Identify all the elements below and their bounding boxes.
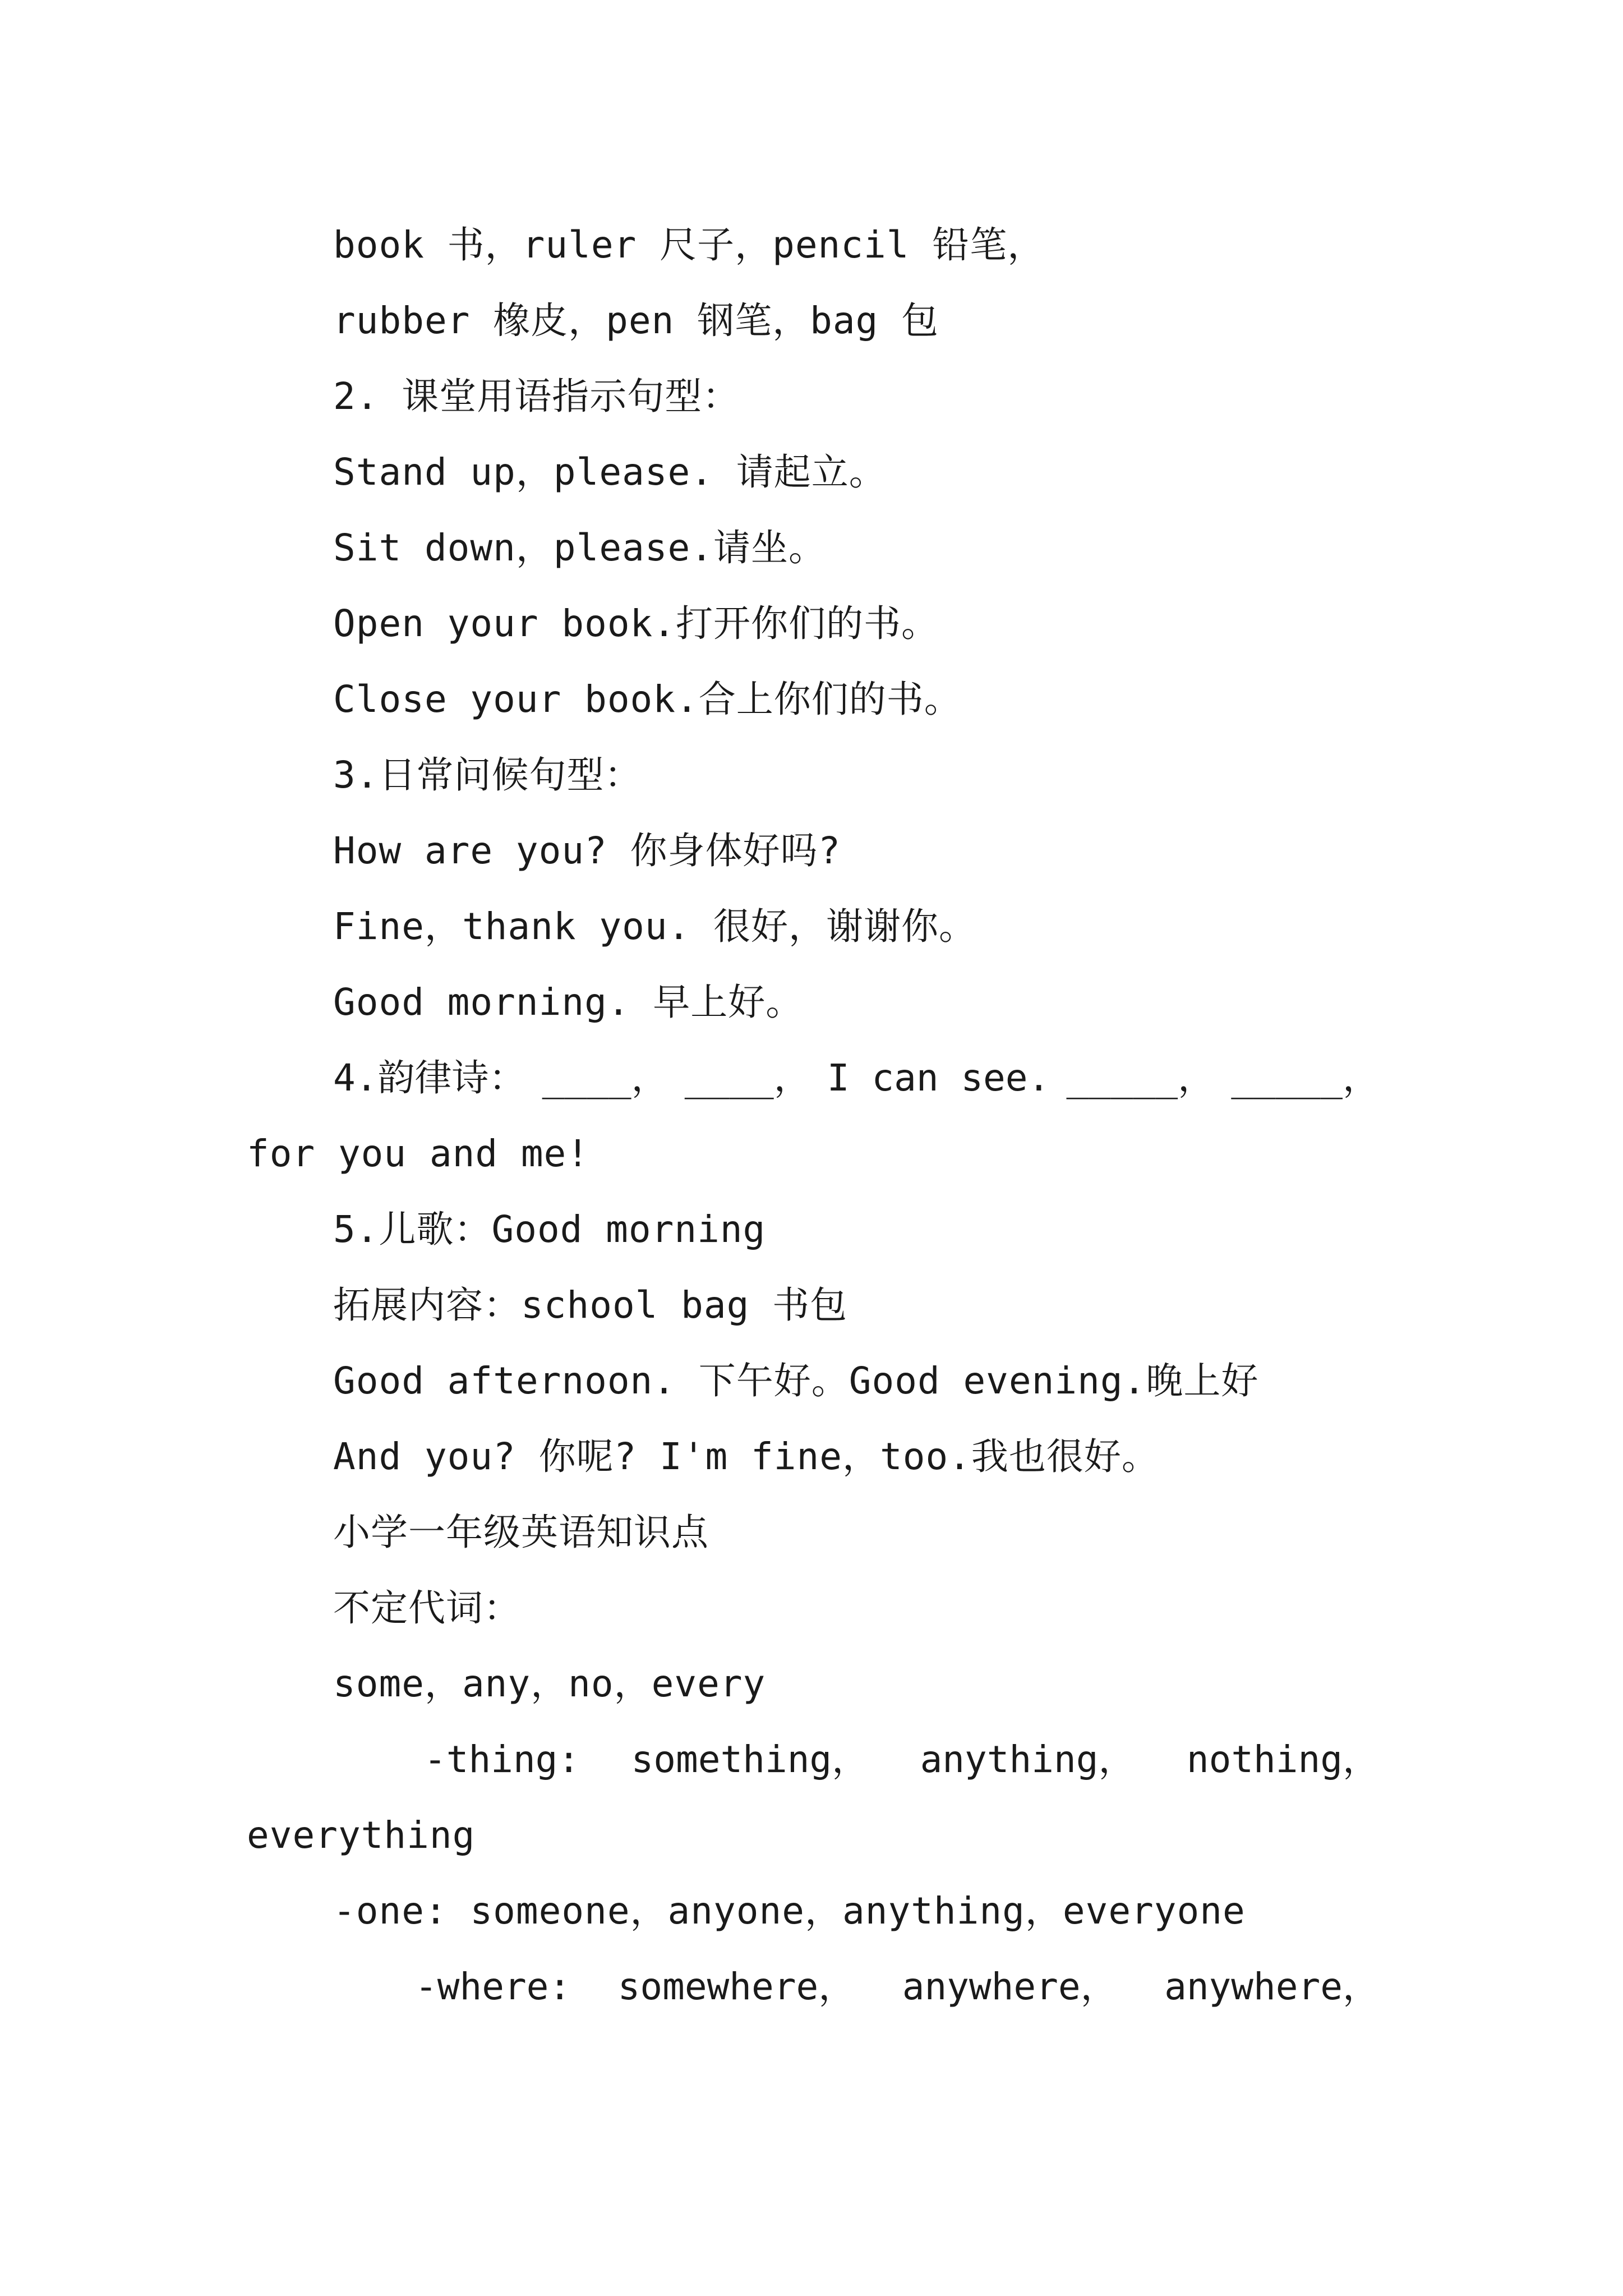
thing-part: nothing， bbox=[1186, 1738, 1380, 1781]
poem-line bbox=[333, 1053, 1380, 1103]
where-part: anywhere， bbox=[1164, 1965, 1380, 2008]
poem-blank: _____， bbox=[1231, 1056, 1380, 1099]
thing-continuation: everything bbox=[247, 1814, 476, 1857]
text-line: Good afternoon. 下午好。Good evening.晚上好 bbox=[333, 1359, 1259, 1402]
text-line: 拓展内容：school bag 书包 bbox=[333, 1283, 848, 1327]
thing-part: anything， bbox=[920, 1738, 1136, 1781]
where-row bbox=[415, 1962, 1380, 2012]
thing-row bbox=[424, 1734, 1380, 1785]
text-line: Good morning. 早上好。 bbox=[333, 981, 804, 1024]
text-line: some，any，no，every bbox=[333, 1662, 766, 1705]
thing-part: something， bbox=[631, 1738, 869, 1781]
text-line: 不定代词： bbox=[333, 1586, 521, 1630]
poem-part: I can see. bbox=[827, 1056, 1050, 1099]
text-line: How are you? 你身体好吗? bbox=[333, 829, 841, 872]
one-row: -one: someone，anyone，anything，everyone bbox=[333, 1889, 1246, 1932]
section-heading: 小学一年级英语知识点 bbox=[333, 1511, 709, 1554]
text-line: And you? 你呢? I'm fine，too.我也很好。 bbox=[333, 1435, 1159, 1478]
poem-continuation: for you and me! bbox=[247, 1132, 590, 1175]
text-line: 5.儿歌：Good morning bbox=[333, 1208, 766, 1251]
text-line: Stand up，please. 请起立。 bbox=[333, 450, 887, 494]
text-line: 2. 课堂用语指示句型： bbox=[333, 375, 740, 418]
text-line: Close your book.合上你们的书。 bbox=[333, 678, 962, 721]
text-line: rubber 橡皮，pen 钢笔，bag 包 bbox=[333, 299, 939, 342]
where-part: anywhere， bbox=[902, 1965, 1118, 2008]
poem-part: 4.韵律诗： bbox=[333, 1056, 526, 1099]
text-line: Open your book.打开你们的书。 bbox=[333, 602, 939, 645]
poem-blank: ____， bbox=[684, 1056, 811, 1099]
text-line: Sit down，please.请坐。 bbox=[333, 526, 827, 569]
where-part: -where: bbox=[415, 1965, 571, 2008]
text-line: Fine，thank you. 很好，谢谢你。 bbox=[333, 905, 977, 948]
poem-blank: _____， bbox=[1066, 1056, 1215, 1099]
text-line: 3.日常问候句型： bbox=[333, 753, 642, 797]
poem-blank: ____， bbox=[542, 1056, 668, 1099]
where-part: somewhere， bbox=[617, 1965, 856, 2008]
text-line: book 书，ruler 尺子，pencil 铅笔， bbox=[333, 223, 1045, 266]
thing-part: -thing: bbox=[424, 1738, 580, 1781]
